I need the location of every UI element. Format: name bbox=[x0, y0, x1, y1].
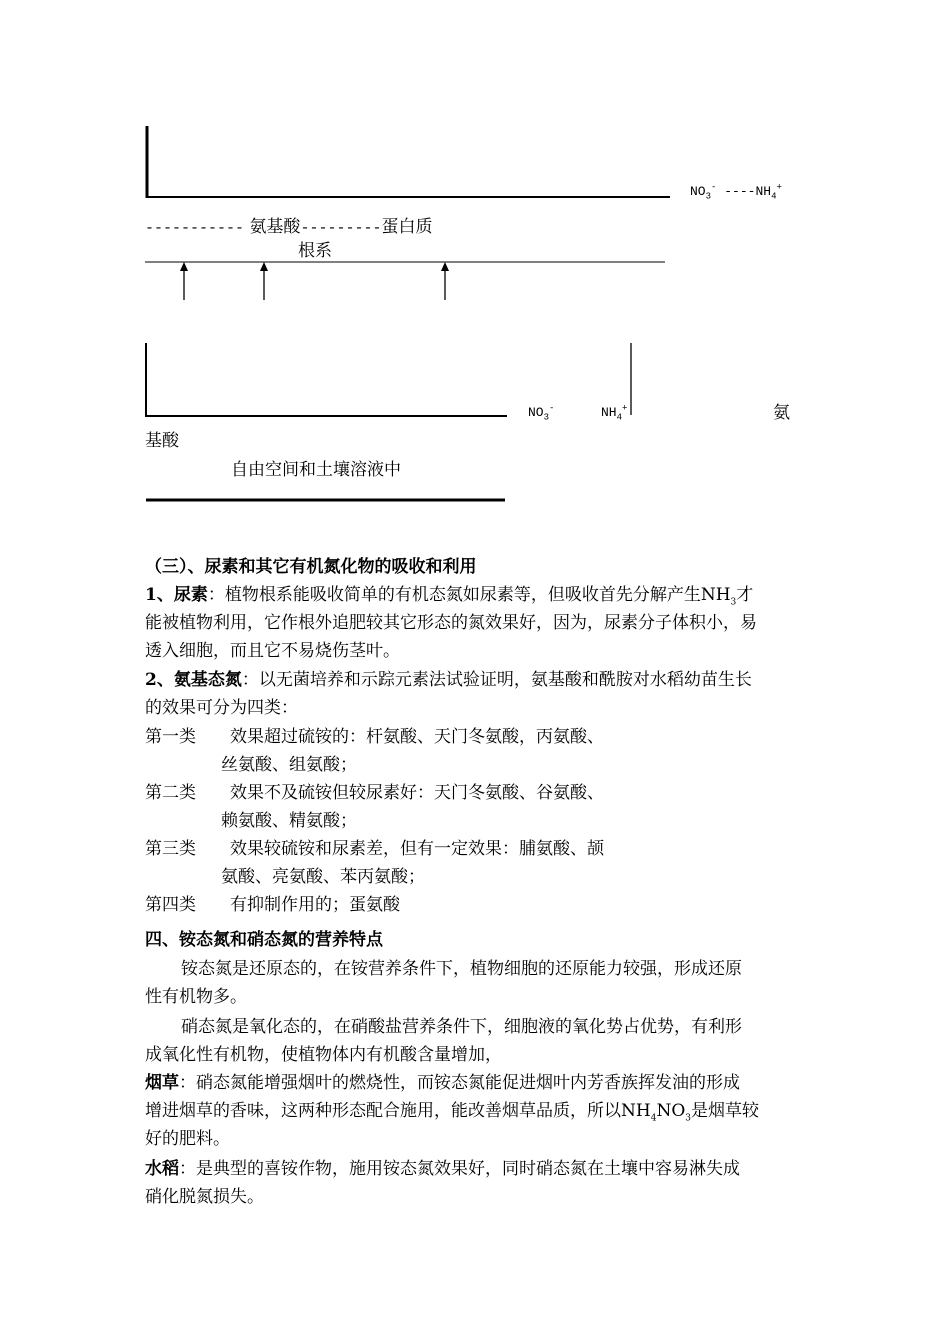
uptake-arrow-2 bbox=[260, 262, 268, 300]
urea-line1-end: 才 bbox=[736, 585, 754, 605]
class-label: 第四类 bbox=[145, 895, 196, 915]
tobacco-line2c: 是烟草较 bbox=[690, 1101, 759, 1121]
nitrate-line2: 成氧化性有机物，使植物体内有机酸含量增加， bbox=[145, 1045, 502, 1065]
ammonium-line2: 性有机物多。 bbox=[145, 987, 247, 1007]
tobacco-head: 烟草 bbox=[145, 1073, 179, 1093]
tobacco-line2b: NO bbox=[656, 1101, 686, 1121]
section3-heading: （三）、尿素和其它有机氮化物的吸收和利用 bbox=[145, 557, 477, 577]
ammonium-sup: + bbox=[776, 182, 782, 193]
class-line1: 有抑制作用的；蛋氨酸 bbox=[230, 895, 400, 915]
urea-sub: 3 bbox=[730, 597, 737, 608]
diagram2-amino-part2: 基酸 bbox=[145, 431, 179, 451]
class-item bbox=[145, 723, 810, 751]
ammonium-label-2: NH bbox=[601, 405, 617, 420]
diagram2-ammonium bbox=[601, 403, 628, 423]
rice-paragraph bbox=[145, 1155, 810, 1211]
class-line1: 效果较硫铵和尿素差，但有一定效果：脯氨酸、颉 bbox=[230, 839, 604, 859]
tobacco-line1: ：硝态氮能增强烟叶的燃烧性，而铵态氮能促进烟叶内芳香族挥发油的形成 bbox=[179, 1073, 740, 1093]
chain-dashes-mid: --------- bbox=[300, 220, 382, 237]
root-system-label: 根系 bbox=[298, 241, 332, 261]
diagram1-chain bbox=[145, 212, 432, 237]
ammonium-line1: 铵态氮是还原态的，在铵营养条件下，植物细胞的还原能力较强，形成还原 bbox=[181, 959, 742, 979]
nitrate-sup-2: - bbox=[549, 403, 555, 414]
section4-heading: 四、铵态氮和硝态氮的营养特点 bbox=[145, 930, 383, 950]
amino-class-list bbox=[145, 723, 810, 919]
chain-dashes-left: ----------- bbox=[145, 220, 245, 237]
nitrate-label-2: NO bbox=[528, 405, 544, 420]
urea-line3: 透入细胞，而且它不易烧伤茎叶。 bbox=[145, 641, 400, 661]
nitrate-label: NO bbox=[690, 184, 706, 199]
class-line2: 氨酸、亮氨酸、苯丙氨酸； bbox=[221, 867, 425, 887]
amino-paragraph bbox=[145, 666, 810, 722]
amino-line2: 的效果可分为四类： bbox=[145, 698, 298, 718]
rice-line2: 硝化脱氮损失。 bbox=[145, 1187, 264, 1207]
diagram2-amino-part1: 氨 bbox=[773, 403, 790, 423]
tobacco-line3: 好的肥料。 bbox=[145, 1129, 230, 1149]
rice-line1: ：是典型的喜铵作物，施用铵态氮效果好，同时硝态氮在土壤中容易淋失成 bbox=[179, 1159, 740, 1179]
nitrate-sup: - bbox=[711, 182, 717, 193]
uptake-arrow-1 bbox=[180, 262, 188, 300]
tobacco-sub1: 4 bbox=[650, 1113, 657, 1124]
ammonium-sub-2: 4 bbox=[616, 412, 623, 423]
urea-paragraph bbox=[145, 581, 810, 665]
diagram2-nitrate bbox=[528, 403, 555, 423]
rice-head: 水稻 bbox=[145, 1159, 179, 1179]
class-line1: 效果超过硫铵的：杆氨酸、天门冬氨酸，丙氨酸、 bbox=[230, 727, 604, 747]
protein-label: 蛋白质 bbox=[381, 217, 433, 237]
class-item bbox=[145, 835, 810, 863]
uptake-arrow-3 bbox=[441, 262, 449, 300]
class-label: 第二类 bbox=[145, 783, 196, 803]
urea-line2: 能被植物利用，它作根外追肥较其它形态的氮效果好，因为，尿素分子体积小，易 bbox=[145, 613, 757, 633]
tobacco-sub2: 3 bbox=[685, 1113, 691, 1124]
amino-acid-label: 氨基酸 bbox=[249, 217, 301, 237]
amino-head: 2、氨基态氮 bbox=[145, 670, 242, 690]
nitrate-sub-2: 3 bbox=[543, 412, 550, 423]
conversion-dashes: ---- bbox=[724, 184, 756, 199]
class-item bbox=[145, 891, 810, 919]
urea-line1: ：植物根系能吸收简单的有机态氮如尿素等，但吸收首先分解产生NH bbox=[207, 585, 731, 605]
class-item bbox=[145, 779, 810, 807]
class-label: 第一类 bbox=[145, 727, 196, 747]
ammonium-sub: 4 bbox=[771, 191, 777, 202]
class-line2: 丝氨酸、组氨酸； bbox=[221, 755, 357, 775]
free-space-label: 自由空间和土壤溶液中 bbox=[231, 460, 401, 480]
nitrate-sub: 3 bbox=[705, 191, 712, 202]
class-label: 第三类 bbox=[145, 839, 196, 859]
ammonium-label: NH bbox=[755, 184, 772, 199]
ammonium-sup-2: + bbox=[622, 403, 628, 414]
ammonium-paragraph bbox=[145, 955, 810, 1011]
tobacco-paragraph bbox=[145, 1069, 810, 1153]
amino-line1: ：以无菌培养和示踪元素法试验证明，氨基酸和酰胺对水稻幼苗生长 bbox=[241, 670, 752, 690]
nitrate-paragraph bbox=[145, 1013, 810, 1069]
urea-head: 1、尿素 bbox=[145, 585, 208, 605]
tobacco-line2a: 增进烟草的香味，这两种形态配合施用，能改善烟草品质，所以NH bbox=[145, 1101, 651, 1121]
diagram1-ion-labels bbox=[690, 182, 782, 202]
nitrate-line1: 硝态氮是氧化态的，在硝酸盐营养条件下，细胞液的氧化势占优势，有利形 bbox=[181, 1017, 742, 1037]
class-line2: 赖氨酸、精氨酸； bbox=[221, 811, 357, 831]
diagram-lines bbox=[0, 0, 950, 520]
class-line1: 效果不及硫铵但较尿素好：天门冬氨酸、谷氨酸、 bbox=[230, 783, 604, 803]
